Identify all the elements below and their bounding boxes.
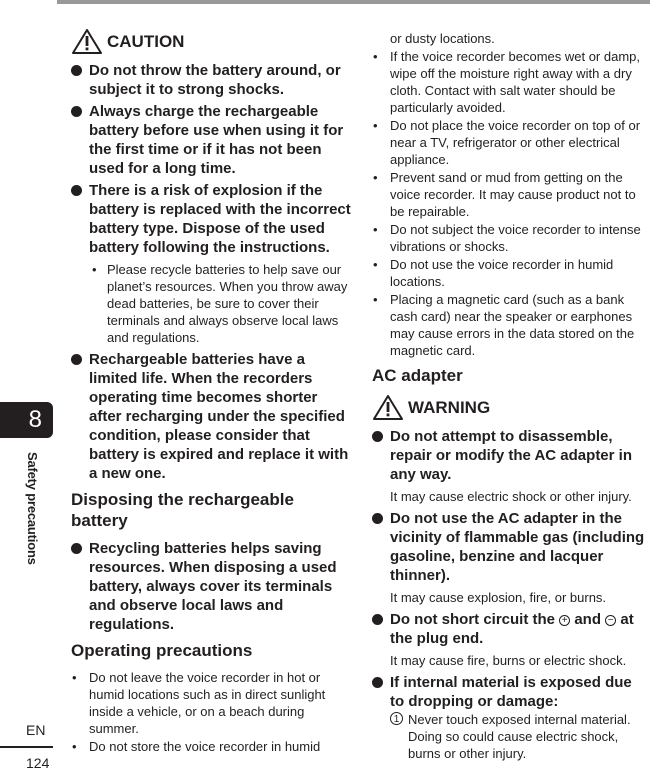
caution-item: Do not throw the battery around, or subject it to strong shocks. bbox=[71, 61, 353, 99]
operating-heading: Operating precautions bbox=[71, 641, 253, 660]
operating-item: • Do not leave the voice recorder in hot or humid locations such as in direct sunlight inside a vehicle, or on a beach during summer. bbox=[72, 670, 326, 736]
right-column bbox=[372, 30, 650, 765]
bullet-icon bbox=[71, 106, 82, 117]
warning-heading bbox=[372, 394, 650, 421]
bullet-icon bbox=[71, 543, 82, 554]
divider bbox=[0, 746, 53, 748]
numbered-step: 1 Never touch exposed internal material. Doing so could cause electric shock, burns or other injury. bbox=[390, 711, 650, 762]
header-bar bbox=[57, 0, 650, 4]
bullet-icon bbox=[71, 354, 82, 365]
chapter-title: Safety precautions bbox=[25, 452, 40, 565]
warning-item: If internal material is exposed due to dropping or damage: 1 Never touch exposed internal material. Doing so could cause electric shock, burns or other injury. bbox=[372, 673, 650, 762]
operating-item: • Prevent sand or mud from getting on the voice recorder. It may cause product not to be repairable. bbox=[373, 170, 636, 219]
warning-item: Do not use the AC adapter in the vicinity of flammable gas (including gasoline, benzine and lacquer thinner). It may cause explosion, fire, or burns. bbox=[372, 509, 650, 606]
step-number-icon: 1 bbox=[390, 712, 403, 725]
warning-item: Do not attempt to disassemble, repair or modify the AC adapter in any way. It may cause electric shock or other injury. bbox=[372, 427, 650, 505]
language-label: EN bbox=[26, 722, 46, 738]
bullet-icon bbox=[372, 513, 383, 524]
disposing-item: Recycling batteries helps saving resources. When disposing a used battery, always cover its terminals and observe local laws and regulations. bbox=[71, 539, 353, 634]
warning-label: WARNING bbox=[408, 397, 491, 417]
left-column bbox=[71, 28, 353, 756]
page-number: 124 bbox=[26, 755, 50, 771]
caution-item: Always charge the rechargeable battery before use when using it for the first time or if it has not been used for a long time. bbox=[71, 102, 353, 178]
chapter-tab[interactable] bbox=[0, 402, 53, 438]
chapter-number: 8 bbox=[28, 406, 42, 433]
bullet-icon bbox=[71, 65, 82, 76]
operating-item: • If the voice recorder becomes wet or damp, wipe off the moisture right away with a dry cloth. Contact with salt water should be particularly avoided. bbox=[373, 49, 641, 115]
operating-item: • Placing a magnetic card (such as a bank cash card) near the speaker or earphones may cause errors in the data stored on the magnetic card. bbox=[373, 292, 635, 358]
bullet-icon bbox=[372, 677, 383, 688]
operating-item-continued: or dusty locations. bbox=[390, 31, 495, 46]
warning-triangle-icon bbox=[372, 394, 404, 421]
caution-item: There is a risk of explosion if the battery is replaced with the incorrect battery type. Dispose of the used battery following the instructions. • Please recycle batteries to help save our planet’s resources. When you throw away dead batteries, be sure to cover their terminals and always observe local laws and regulations. bbox=[71, 181, 353, 346]
bullet-icon bbox=[71, 185, 82, 196]
operating-item: • Do not subject the voice recorder to intense vibrations or shocks. bbox=[373, 222, 641, 254]
warning-item: Do not short circuit the + and − at the plug end. It may cause fire, burns or electric shock. bbox=[372, 610, 650, 669]
operating-item: • Do not use the voice recorder in humid locations. bbox=[373, 257, 614, 289]
bullet-icon bbox=[372, 431, 383, 442]
disposing-heading: Disposing the rechargeable battery bbox=[71, 490, 294, 530]
warning-triangle-icon bbox=[71, 28, 103, 55]
recycle-note: • Please recycle batteries to help save our planet’s resources. When you throw away dead batteries, be sure to cover their terminals and always observe local laws and regulations. bbox=[89, 261, 353, 346]
ac-adapter-heading: AC adapter bbox=[372, 366, 463, 385]
operating-item: • Do not place the voice recorder on top of or near a TV, refrigerator or other electrical appliance. bbox=[373, 118, 641, 167]
operating-item: • Do not store the voice recorder in humid bbox=[72, 739, 321, 754]
bullet-icon bbox=[372, 614, 383, 625]
caution-heading bbox=[71, 28, 353, 55]
caution-item: Rechargeable batteries have a limited life. When the recorders operating time becomes shorter after recharging under the specified condition, please consider that battery is expired and replace it with a new one. bbox=[71, 350, 353, 483]
plus-terminal-icon: + bbox=[559, 615, 570, 626]
minus-terminal-icon: − bbox=[605, 615, 616, 626]
caution-label: CAUTION bbox=[107, 31, 185, 51]
